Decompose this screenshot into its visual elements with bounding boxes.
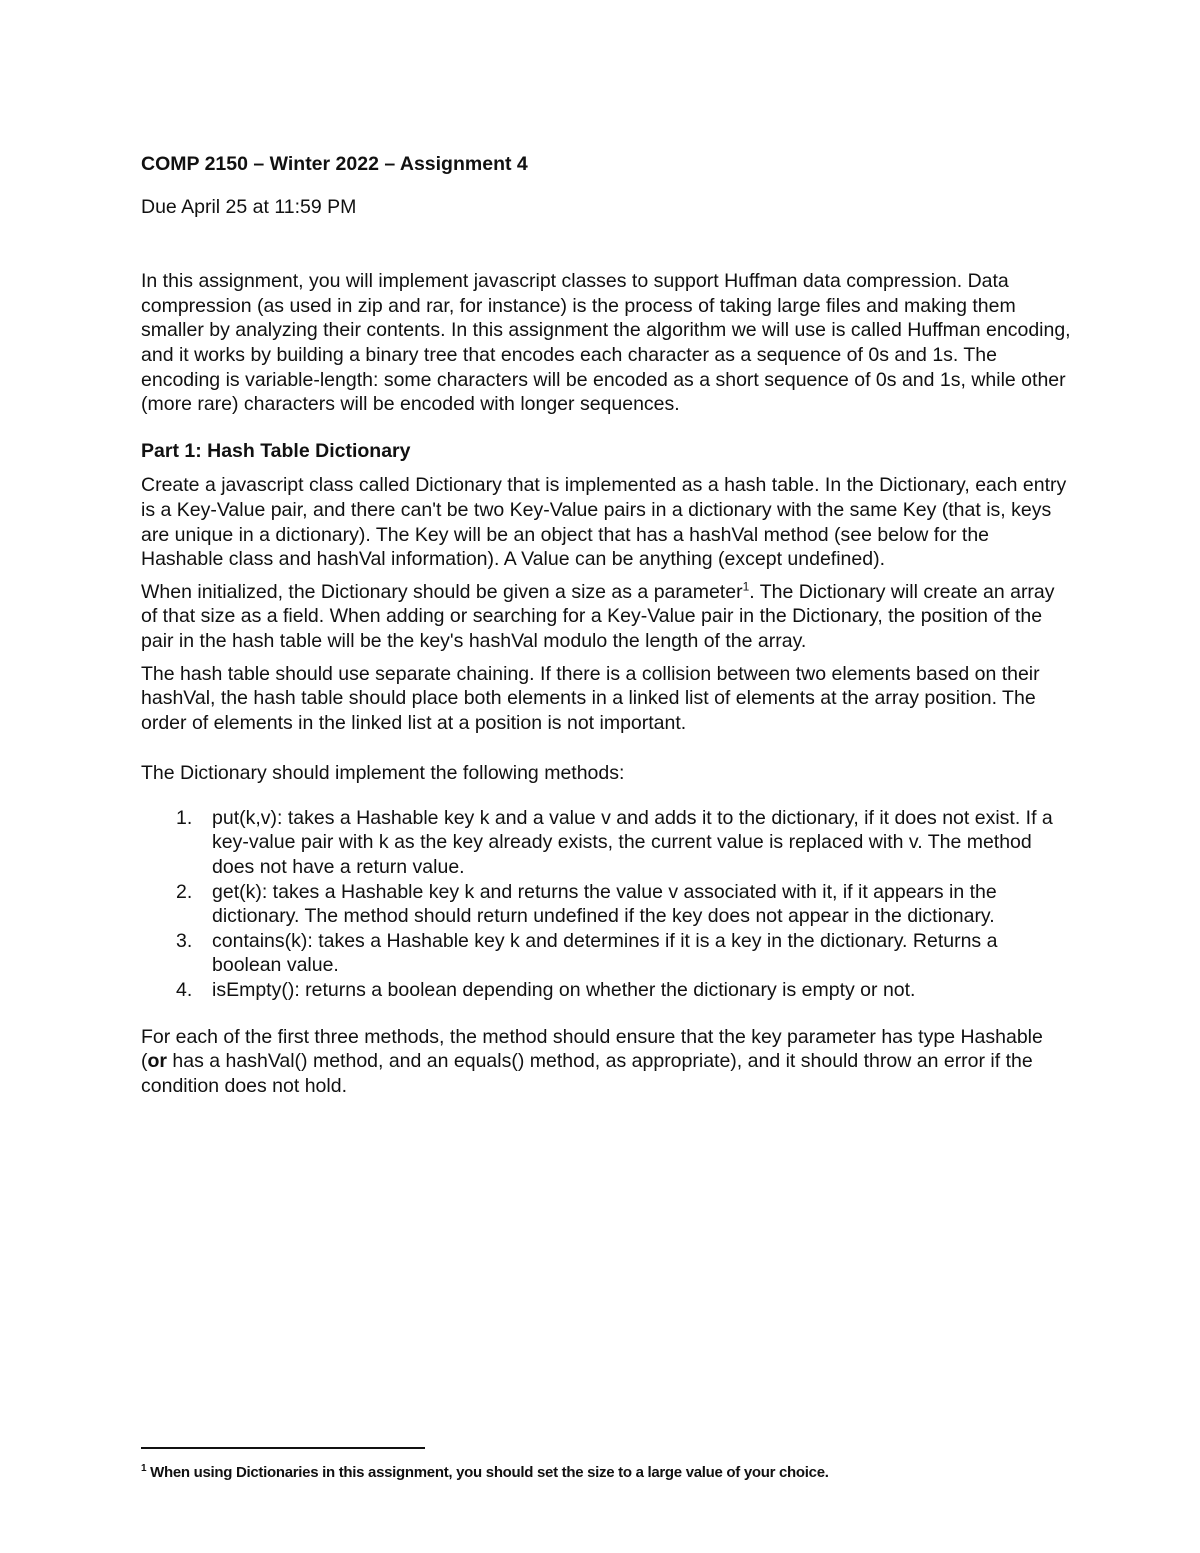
closing-text-b: has a hashVal() method, and an equals() method, as appropriate), and it should throw an error if the condition does not hold. xyxy=(141,1050,1033,1097)
list-item-text: get(k): takes a Hashable key k and returns the value v associated with it, if it appears in the dictionary. The method should return undefined if the key does not appear in the dictionary. xyxy=(212,880,997,928)
footnote xyxy=(141,1463,1071,1483)
methods-list xyxy=(141,806,1071,1003)
methods-intro: The Dictionary should implement the following methods: xyxy=(141,762,625,785)
footnote-divider xyxy=(141,1447,425,1449)
document-body xyxy=(141,152,1071,1098)
assignment-title: COMP 2150 – Winter 2022 – Assignment 4 xyxy=(141,153,528,175)
part1-paragraph-2-text-b: . The Dictionary will create an array of that size as a field. When adding or searching for a Key-Value pair in the Dictionary, the position of the pair in the hash table will be the key's hashVal modulo the length of the array. xyxy=(141,580,1055,652)
list-item-text: contains(k): takes a Hashable key k and determines if it is a key in the dictionary. Returns a boolean value. xyxy=(212,929,998,977)
part1-paragraph-3: The hash table should use separate chaining. If there is a collision between two elements based on their hashVal, the hash table should place both elements in a linked list of elements at the array position. The order of elements in the linked list at a position is not important. xyxy=(141,662,1040,734)
list-item xyxy=(141,978,1071,1003)
footnote-marker: 1 xyxy=(141,1463,147,1474)
part1-paragraph-2 xyxy=(141,580,1071,654)
intro-paragraph: In this assignment, you will implement javascript classes to support Huffman data compression. Data compression (as used in zip and rar, for instance) is the process of taking large files and making them smaller by analyzing their contents. In this assignment the algorithm we will use is called Huffman encoding, and it works by building a binary tree that encodes each character as a sequence of 0s and 1s. The encoding is variable-length: some characters will be encoded as a short sequence of 0s and 1s, while other (more rare) characters will be encoded with longer sequences. xyxy=(141,270,1071,416)
due-date: Due April 25 at 11:59 PM xyxy=(141,195,357,218)
list-number: 2. xyxy=(176,880,193,903)
list-number: 1. xyxy=(176,806,193,829)
closing-emphasis: or xyxy=(147,1050,167,1073)
list-number: 3. xyxy=(176,929,193,952)
closing-text-a: For each of the first three methods, the method should ensure that the key parameter has type Hashable ( xyxy=(141,1025,1043,1073)
list-number: 4. xyxy=(176,979,193,1002)
part1-paragraph-2-text-a: When initialized, the Dictionary should be given a size as a parameter xyxy=(141,580,743,603)
list-item xyxy=(141,929,1071,978)
list-item xyxy=(141,806,1071,880)
part1-paragraph-1: Create a javascript class called Dictionary that is implemented as a hash table. In the Dictionary, each entry is a Key-Value pair, and there can't be two Key-Value pairs in a dictionary with the same Key (that is, keys are unique in a dictionary). The Key will be an object that has a hashVal method (see below for the Hashable class and hashVal information). A Value can be anything (except undefined). xyxy=(141,474,1067,571)
list-item-text: isEmpty(): returns a boolean depending on whether the dictionary is empty or not. xyxy=(212,979,916,1002)
part1-heading: Part 1: Hash Table Dictionary xyxy=(141,439,411,462)
footnote-text: When using Dictionaries in this assignment, you should set the size to a large value of your choice. xyxy=(146,1464,829,1481)
list-item-text: put(k,v): takes a Hashable key k and a value v and adds it to the dictionary, if it does not exist. If a key-value pair with k as the key already exists, the current value is replaced with v. The method does not have a return value. xyxy=(212,806,1053,879)
list-item xyxy=(141,880,1071,929)
footnote-reference: 1 xyxy=(742,579,750,594)
closing-paragraph xyxy=(141,1025,1071,1099)
